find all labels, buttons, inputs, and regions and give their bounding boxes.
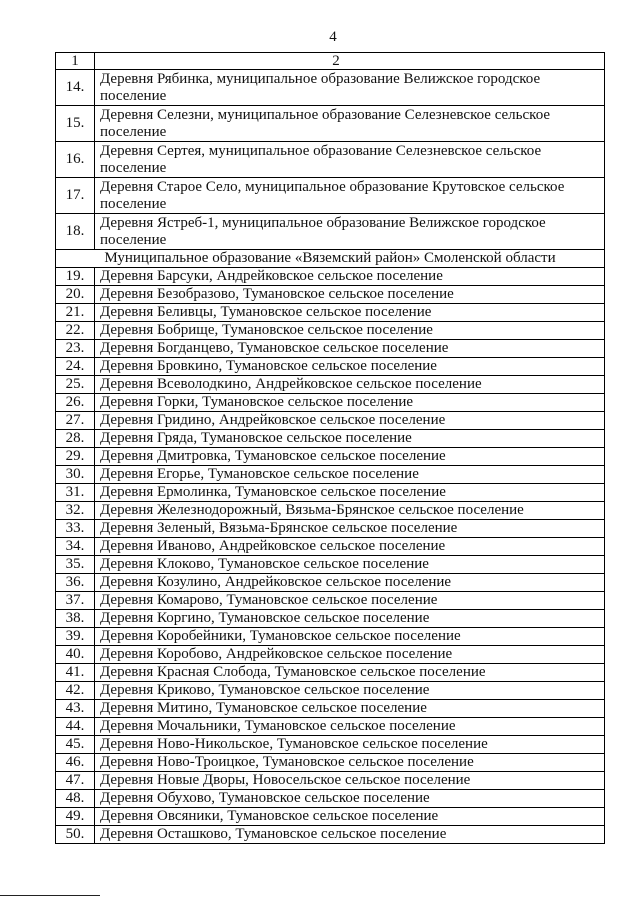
table-row	[56, 357, 604, 375]
table-row	[56, 681, 604, 699]
row-number: 22.	[56, 322, 95, 339]
section-title: Муниципальное образование «Вяземский район» Смоленской области	[104, 250, 556, 266]
settlement-name: Деревня Селезни, муниципальное образование Селезневское сельское поселение	[100, 106, 551, 140]
table-row	[56, 105, 604, 141]
row-cell-name	[95, 304, 604, 321]
settlement-name: Деревня Коргино, Тумановское сельское поселение	[100, 610, 430, 626]
table-row	[56, 465, 604, 483]
row-cell-name	[95, 700, 604, 717]
row-number: 17.	[56, 178, 95, 213]
settlements-table	[55, 52, 605, 844]
row-number: 34.	[56, 538, 95, 555]
settlement-name: Деревня Новые Дворы, Новосельское сельское поселение	[100, 772, 471, 788]
row-number: 37.	[56, 592, 95, 609]
row-number: 33.	[56, 520, 95, 537]
settlement-name: Деревня Коробово, Андрейковское сельское поселение	[100, 646, 453, 662]
table-row	[56, 501, 604, 519]
table-row	[56, 447, 604, 465]
row-cell-name	[95, 466, 604, 483]
row-number: 35.	[56, 556, 95, 573]
row-cell-name	[95, 268, 604, 285]
table-row	[56, 285, 604, 303]
settlement-name: Деревня Ново-Никольское, Тумановское сельское поселение	[100, 736, 488, 752]
table-row	[56, 699, 604, 717]
row-number: 46.	[56, 754, 95, 771]
row-cell-name	[95, 556, 604, 573]
row-number: 50.	[56, 826, 95, 843]
settlement-name: Деревня Ново-Троицкое, Тумановское сельское поселение	[100, 754, 474, 770]
settlement-name: Деревня Рябинка, муниципальное образование Велижское городское поселение	[100, 70, 541, 104]
row-cell-name	[95, 106, 604, 141]
row-cell-name	[95, 538, 604, 555]
row-number: 18.	[56, 214, 95, 249]
row-number: 43.	[56, 700, 95, 717]
settlement-name: Деревня Ястреб-1, муниципальное образование Велижское городское поселение	[100, 214, 546, 248]
settlement-name: Деревня Криково, Тумановское сельское поселение	[100, 682, 430, 698]
table-row	[56, 663, 604, 681]
row-number: 26.	[56, 394, 95, 411]
row-number: 41.	[56, 664, 95, 681]
settlement-name: Деревня Овсяники, Тумановское сельское поселение	[100, 808, 439, 824]
settlement-name: Деревня Сертея, муниципальное образование Селезневское сельское поселение	[100, 142, 542, 176]
settlement-name: Деревня Барсуки, Андрейковское сельское поселение	[100, 268, 443, 284]
table-row	[56, 825, 604, 843]
row-number: 44.	[56, 718, 95, 735]
row-number: 16.	[56, 142, 95, 177]
settlement-name: Деревня Комарово, Тумановское сельское поселение	[100, 592, 438, 608]
table-row	[56, 537, 604, 555]
column-header-number: 1	[56, 53, 95, 69]
column-header-name: 2	[332, 52, 340, 69]
table-row	[56, 771, 604, 789]
page-number: 4	[329, 29, 337, 45]
table-row	[56, 573, 604, 591]
settlement-name: Деревня Клоково, Тумановское сельское поселение	[100, 556, 429, 572]
row-number: 47.	[56, 772, 95, 789]
row-cell-name	[95, 484, 604, 501]
table-row	[56, 645, 604, 663]
row-cell-name	[95, 664, 604, 681]
table-row	[56, 303, 604, 321]
row-cell-name	[95, 340, 604, 357]
row-cell-name	[95, 430, 604, 447]
table-row	[56, 267, 604, 285]
row-cell-name	[95, 574, 604, 591]
row-number: 30.	[56, 466, 95, 483]
row-number: 21.	[56, 304, 95, 321]
footnote-divider	[0, 895, 100, 896]
table-row	[56, 483, 604, 501]
table-row	[56, 69, 604, 105]
table-row	[56, 591, 604, 609]
row-cell-name	[95, 592, 604, 609]
table-header-row	[56, 53, 604, 69]
row-number: 39.	[56, 628, 95, 645]
settlement-name: Деревня Иваново, Андрейковское сельское поселение	[100, 538, 446, 554]
row-cell-name	[95, 772, 604, 789]
settlement-name: Деревня Дмитровка, Тумановское сельское поселение	[100, 448, 446, 464]
table-rows-group	[56, 267, 604, 843]
row-cell-name	[95, 826, 604, 843]
row-cell-name	[95, 376, 604, 393]
table-row	[56, 789, 604, 807]
row-cell-name	[95, 610, 604, 627]
table-row	[56, 627, 604, 645]
settlement-name: Деревня Железнодорожный, Вязьма-Брянское сельское поселение	[100, 502, 524, 518]
row-number: 36.	[56, 574, 95, 591]
settlement-name: Деревня Горки, Тумановское сельское поселение	[100, 394, 414, 410]
row-number: 40.	[56, 646, 95, 663]
row-number: 28.	[56, 430, 95, 447]
row-number: 20.	[56, 286, 95, 303]
settlement-name: Деревня Коробейники, Тумановское сельское поселение	[100, 628, 461, 644]
row-number: 23.	[56, 340, 95, 357]
row-number: 45.	[56, 736, 95, 753]
settlement-name: Деревня Гридино, Андрейковское сельское поселение	[100, 412, 446, 428]
settlement-name: Деревня Богданцево, Тумановское сельское поселение	[100, 340, 449, 356]
settlement-name: Деревня Егорье, Тумановское сельское поселение	[100, 466, 419, 482]
row-cell-name	[95, 808, 604, 825]
settlement-name: Деревня Ермолинка, Тумановское сельское поселение	[100, 484, 446, 500]
row-number: 27.	[56, 412, 95, 429]
table-row	[56, 339, 604, 357]
row-cell-name	[95, 682, 604, 699]
table-row	[56, 375, 604, 393]
settlement-name: Деревня Мочальники, Тумановское сельское поселение	[100, 718, 456, 734]
row-number: 38.	[56, 610, 95, 627]
row-cell-name	[95, 412, 604, 429]
row-cell-name	[95, 754, 604, 771]
row-cell-name	[95, 178, 604, 213]
row-number: 14.	[56, 70, 95, 105]
row-number: 19.	[56, 268, 95, 285]
settlement-name: Деревня Зеленый, Вязьма-Брянское сельское поселение	[100, 520, 458, 536]
table-row	[56, 609, 604, 627]
settlement-name: Деревня Красная Слобода, Тумановское сельское поселение	[100, 664, 486, 680]
table-row	[56, 807, 604, 825]
row-cell-name	[95, 718, 604, 735]
settlement-name: Деревня Обухово, Тумановское сельское поселение	[100, 790, 430, 806]
settlement-name: Деревня Старое Село, муниципальное образование Крутовское сельское поселение	[100, 178, 565, 212]
settlement-name: Деревня Безобразово, Тумановское сельское поселение	[100, 286, 454, 302]
table-row	[56, 141, 604, 177]
row-cell-name	[95, 646, 604, 663]
row-number: 24.	[56, 358, 95, 375]
settlement-name: Деревня Митино, Тумановское сельское поселение	[100, 700, 427, 716]
table-row	[56, 735, 604, 753]
row-cell-name	[95, 358, 604, 375]
row-number: 15.	[56, 106, 95, 141]
table-row	[56, 393, 604, 411]
settlement-name: Деревня Осташково, Тумановское сельское поселение	[100, 826, 447, 842]
row-number: 42.	[56, 682, 95, 699]
table-row	[56, 753, 604, 771]
row-number: 25.	[56, 376, 95, 393]
table-row	[56, 213, 604, 249]
settlement-name: Деревня Козулино, Андрейковское сельское поселение	[100, 574, 452, 590]
row-number: 49.	[56, 808, 95, 825]
settlement-name: Деревня Беливцы, Тумановское сельское поселение	[100, 304, 432, 320]
row-cell-name	[95, 286, 604, 303]
table-rows-group	[56, 69, 604, 249]
row-cell-name	[95, 448, 604, 465]
settlement-name: Деревня Гряда, Тумановское сельское поселение	[100, 430, 412, 446]
table-row	[56, 321, 604, 339]
row-cell-name	[95, 736, 604, 753]
section-header-row	[56, 249, 604, 267]
row-cell-name	[95, 70, 604, 105]
row-cell-name	[95, 322, 604, 339]
table-row	[56, 555, 604, 573]
table-row	[56, 177, 604, 213]
settlement-name: Деревня Бровкино, Тумановское сельское поселение	[100, 358, 437, 374]
row-cell-name	[95, 502, 604, 519]
table-row	[56, 411, 604, 429]
row-number: 32.	[56, 502, 95, 519]
settlement-name: Деревня Бобрище, Тумановское сельское поселение	[100, 322, 433, 338]
row-cell-name	[95, 142, 604, 177]
row-number: 31.	[56, 484, 95, 501]
row-number: 48.	[56, 790, 95, 807]
settlement-name: Деревня Всеволодкино, Андрейковское сельское поселение	[100, 376, 482, 392]
row-cell-name	[95, 520, 604, 537]
table-row	[56, 429, 604, 447]
table-row	[56, 519, 604, 537]
row-cell-name	[95, 790, 604, 807]
row-number: 29.	[56, 448, 95, 465]
row-cell-name	[95, 214, 604, 249]
table-row	[56, 717, 604, 735]
row-cell-name	[95, 628, 604, 645]
row-cell-name	[95, 394, 604, 411]
